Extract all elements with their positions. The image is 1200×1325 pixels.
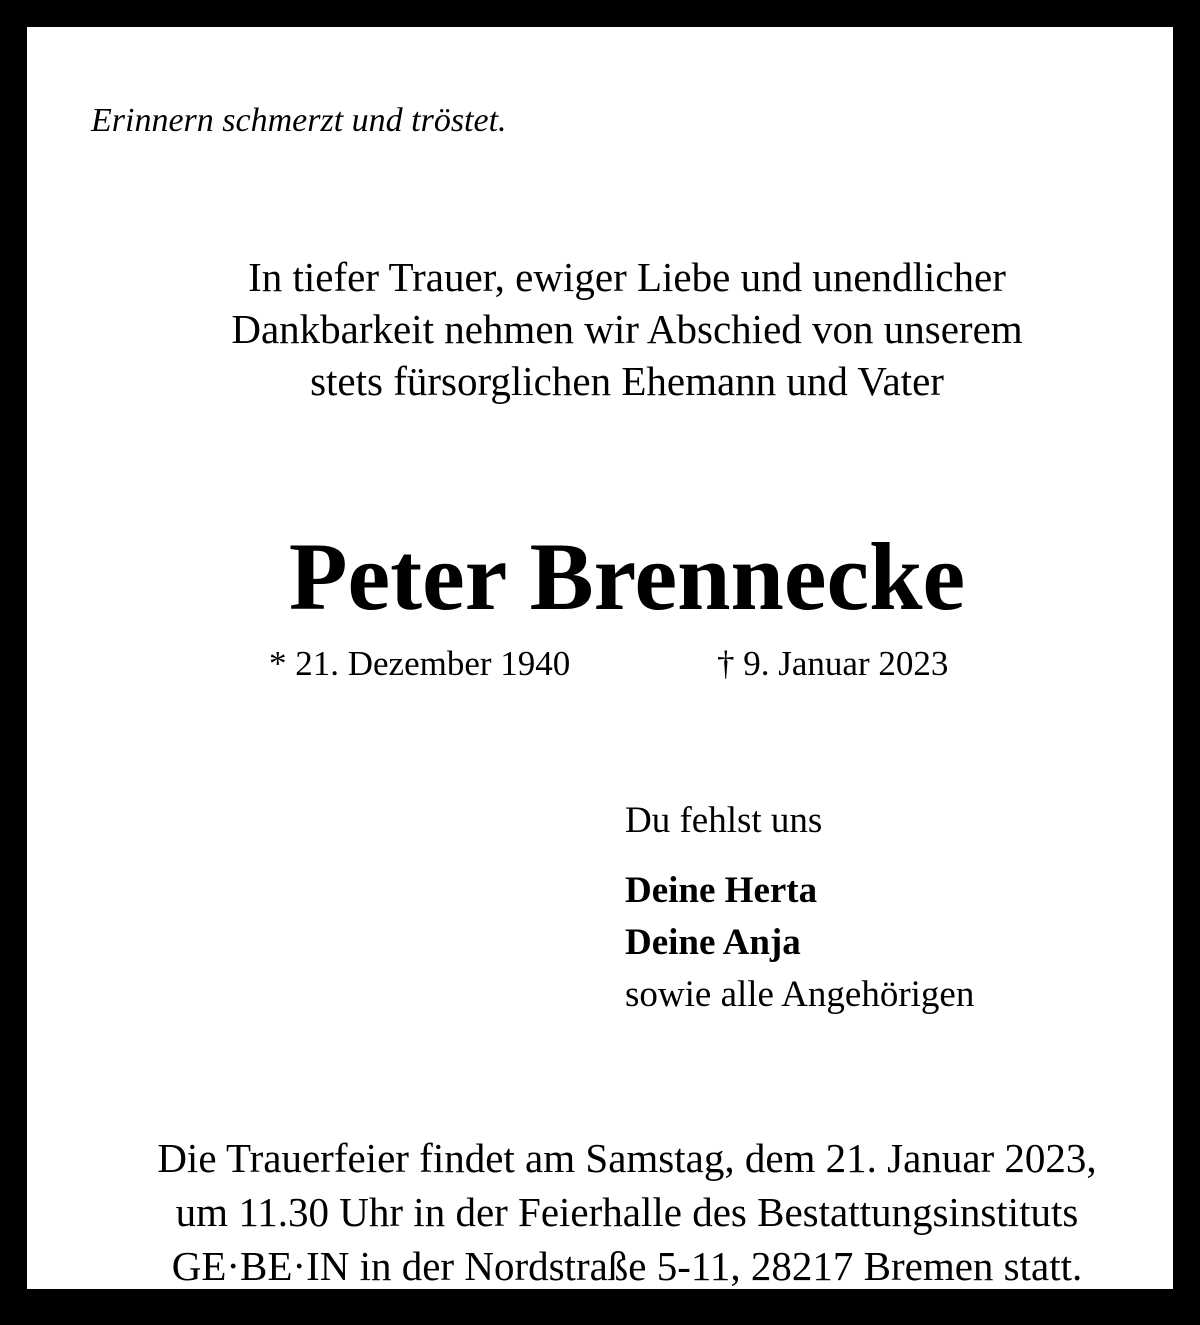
- intro-line: In tiefer Trauer, ewiger Liebe und unendlicher: [248, 254, 1006, 300]
- motto: Erinnern schmerzt und tröstet.: [91, 102, 507, 139]
- funeral-line: Die Trauerfeier findet am Samstag, dem 21. Januar 2023,: [157, 1135, 1097, 1181]
- funeral-info: [27, 1131, 1200, 1293]
- birth-date: * 21. Dezember 1940: [269, 644, 571, 683]
- death-date: † 9. Januar 2023: [717, 644, 949, 683]
- intro-text: [27, 251, 1200, 407]
- signoff: Du fehlst uns: [625, 800, 823, 841]
- funeral-line: um 11.30 Uhr in der Feierhalle des Bestattungsinstituts: [175, 1189, 1079, 1235]
- deceased-name: Peter Brennecke: [288, 523, 966, 630]
- intro-line: Dankbarkeit nehmen wir Abschied von unserem: [231, 306, 1023, 352]
- signer-relatives: sowie alle Angehörigen: [625, 974, 975, 1015]
- signer-anja: Deine Anja: [625, 922, 801, 963]
- signer-herta: Deine Herta: [625, 870, 818, 911]
- signers: [625, 865, 974, 1021]
- funeral-line: GE·BE·IN in der Nordstraße 5-11, 28217 Bremen statt.: [171, 1243, 1083, 1289]
- intro-line: stets fürsorglichen Ehemann und Vater: [310, 358, 944, 404]
